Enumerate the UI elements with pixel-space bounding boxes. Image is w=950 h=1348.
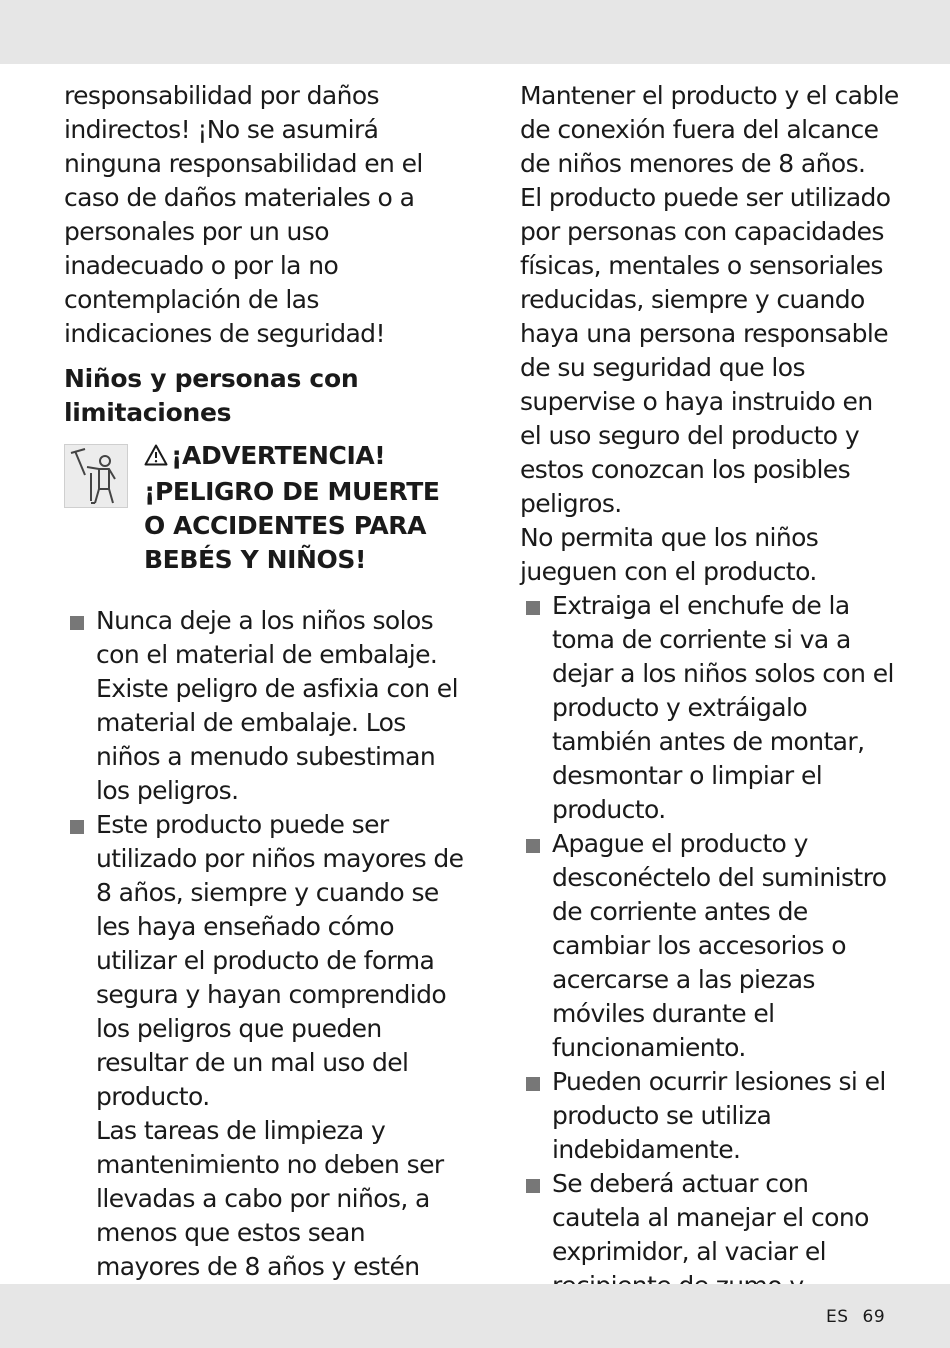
page-footer [826,1305,899,1329]
warning-title: ¡ADVERTENCIA! [171,441,386,470]
bullet-continuation: Las tareas de limpieza y mantenimiento no deben ser llevadas a cabo por niños, a menos que estos sean mayores de 8 años y estén [96,1116,444,1281]
bullet-item: Extraiga el enchufe de la toma de corriente si va a dejar a los niños solos con el producto y extráigalo también antes de montar, desmontar o limpiar el producto. [520,589,900,827]
paragraph: No permita que los niños jueguen con el producto. [520,523,819,586]
page-number: 69 [862,1307,886,1327]
paragraph: El producto puede ser utilizado por personas con capacidades físicas, mentales o sensoriales reducidas, siempre y cuando haya una persona responsable de su seguridad que los supervise o haya instruido en el uso seguro del producto y estos conozcan los posibles peligros. [520,183,891,518]
bullet-item: Nunca deje a los niños solos con el material de embalaje. Existe peligro de asfixia con el material de embalaje. Los niños a menudo subestiman los peligros. [64,604,464,808]
child-danger-icon [64,444,128,508]
warning-triangle-icon [144,441,168,475]
intro-paragraph: responsabilidad por daños indirectos! ¡No se asumirá ninguna responsabilidad en el caso de daños materiales o a personales por un uso inadecuado o por la no contemplación de las indicaciones de seguridad! [64,81,423,348]
footer-band [0,1284,950,1348]
section-heading: Niños y personas con limitaciones [64,364,359,427]
paragraph: Mantener el producto y el cable de conexión fuera del alcance de niños menores de 8 años. [520,81,899,178]
header-band [0,0,950,64]
bullet-item: Apague el producto y desconéctelo del suministro de corriente antes de cambiar los accesorios o acercarse a las piezas móviles durante el funcionamiento. [520,827,900,1065]
bullet-item: Se deberá actuar con cautela al manejar el cono exprimidor, al vaciar el [520,1167,900,1337]
right-column [520,79,900,1337]
language-code: ES [826,1307,849,1327]
bullet-item: Este producto puede ser utilizado por niños mayores de 8 años, siempre y cuando se les haya enseñado cómo utilizar el producto de forma segura y hayan comprendido los peligros que pueden resultar de un mal uso del producto. [64,808,464,1114]
warning-block [64,439,464,604]
warning-text [144,439,464,577]
warning-body: ¡PELIGRO DE MUERTE O ACCIDENTES PARA BEBÉS Y NIÑOS! [144,477,440,574]
left-column [64,79,464,1318]
bullet-item: Pueden ocurrir lesiones si el producto se utiliza indebidamente. [520,1065,900,1167]
